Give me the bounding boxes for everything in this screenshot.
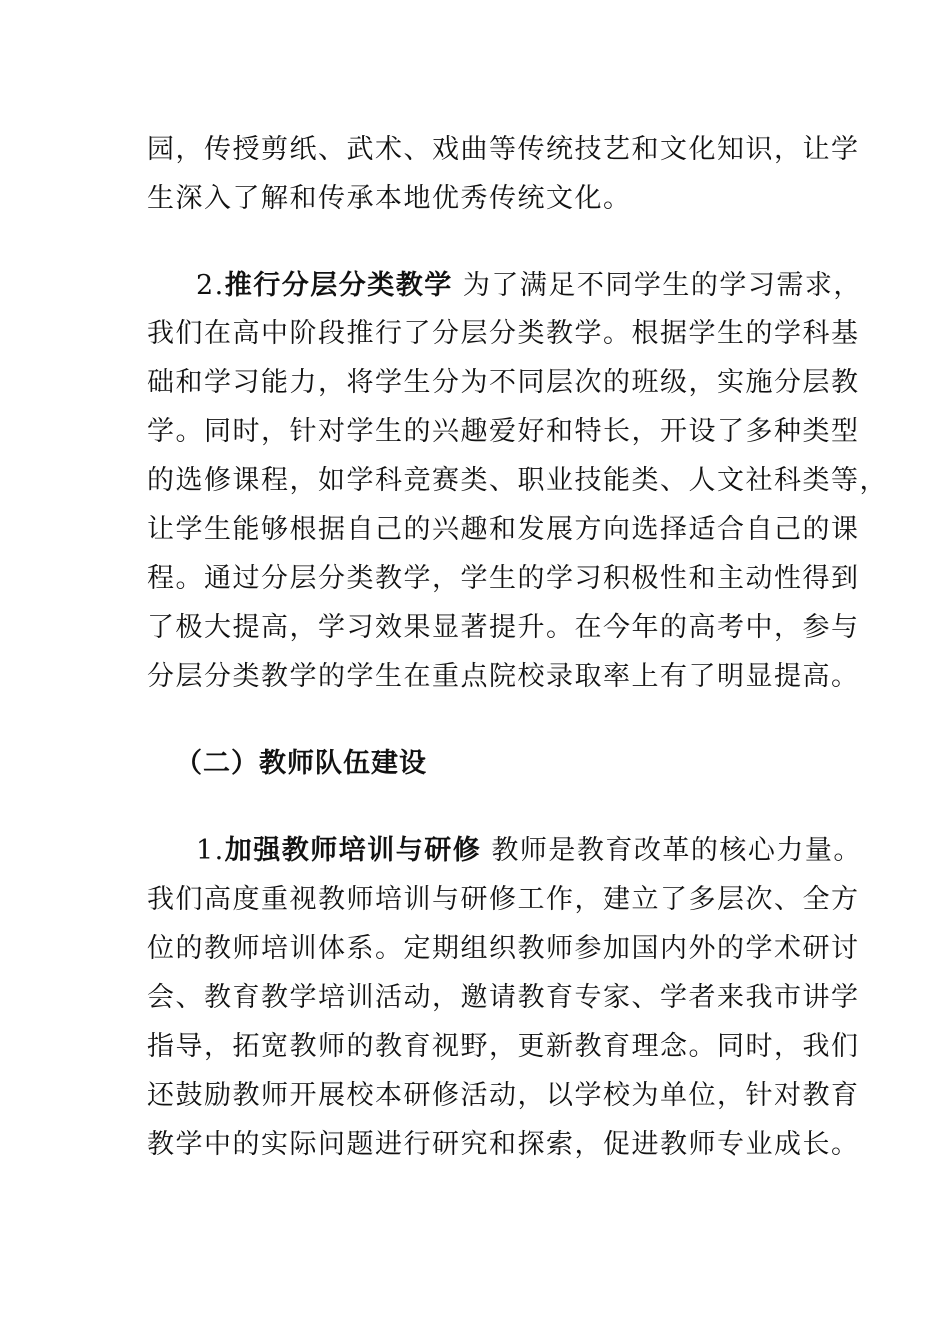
paragraph-first-line bbox=[196, 833, 862, 869]
paragraph-line: 础和学习能力，将学生分为不同层次的班级，实施分层教 bbox=[147, 367, 860, 398]
paragraph-line: 的选修课程，如学科竞赛类、职业技能类、人文社科类等， bbox=[147, 465, 888, 496]
paragraph-line: 位的教师培训体系。定期组织教师参加国内外的学术研讨 bbox=[147, 933, 860, 964]
paragraph-line: 园，传授剪纸、武术、戏曲等传统技艺和文化知识，让学 bbox=[147, 134, 860, 165]
paragraph-line: 生深入了解和传承本地优秀传统文化。 bbox=[147, 183, 632, 214]
paragraph-line: 了极大提高，学习效果显著提升。在今年的高考中，参与 bbox=[147, 612, 860, 643]
paragraph-line: 我们高度重视教师培训与研修工作，建立了多层次、全方 bbox=[147, 884, 860, 915]
item-text: 教师是教育改革的核心力量。 bbox=[491, 835, 862, 866]
paragraph-line: 让学生能够根据自己的兴趣和发展方向选择适合自己的课 bbox=[147, 514, 860, 545]
paragraph-line: 学。同时，针对学生的兴趣爱好和特长，开设了多种类型 bbox=[147, 416, 860, 447]
paragraph-line: 会、教育教学培训活动，邀请教育专家、学者来我市讲学 bbox=[147, 982, 860, 1013]
section-heading: （二）教师队伍建设 bbox=[175, 748, 427, 779]
paragraph-line: 程。通过分层分类教学，学生的学习积极性和主动性得到 bbox=[147, 563, 860, 594]
paragraph-line: 我们在高中阶段推行了分层分类教学。根据学生的学科基 bbox=[147, 318, 860, 349]
item-number: 1. bbox=[196, 835, 225, 866]
paragraph-line: 还鼓励教师开展校本研修活动，以学校为单位，针对教育 bbox=[147, 1080, 860, 1111]
item-title: 加强教师培训与研修 bbox=[224, 835, 482, 866]
item-title: 推行分层分类教学 bbox=[224, 270, 453, 301]
paragraph-line: 指导，拓宽教师的教育视野，更新教育理念。同时，我们 bbox=[147, 1031, 860, 1062]
paragraph-first-line bbox=[196, 268, 862, 304]
paragraph-line: 教学中的实际问题进行研究和探索，促进教师专业成长。 bbox=[147, 1129, 860, 1160]
item-text: 为了满足不同学生的学习需求， bbox=[462, 270, 862, 301]
paragraph-line: 分层分类教学的学生在重点院校录取率上有了明显提高。 bbox=[147, 661, 860, 692]
item-number: 2. bbox=[196, 270, 225, 301]
